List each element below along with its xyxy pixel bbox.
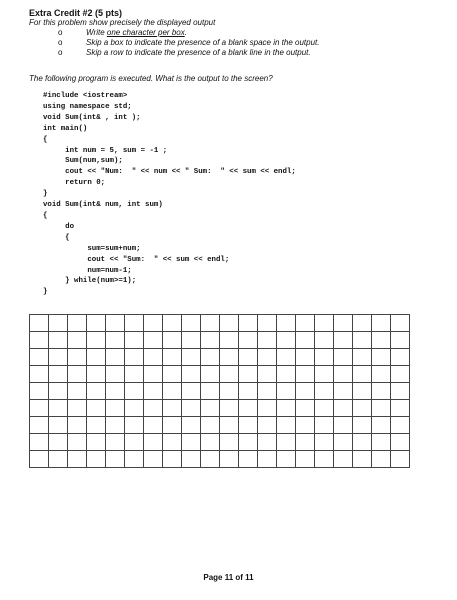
answer-box[interactable] xyxy=(87,349,106,366)
grid-row xyxy=(30,383,410,400)
answer-box[interactable] xyxy=(296,349,315,366)
answer-box[interactable] xyxy=(277,349,296,366)
answer-box[interactable] xyxy=(87,315,106,332)
answer-box[interactable] xyxy=(296,434,315,451)
answer-box[interactable] xyxy=(258,383,277,400)
code-listing xyxy=(43,91,296,298)
answer-box[interactable] xyxy=(391,417,410,434)
answer-box[interactable] xyxy=(106,383,125,400)
code-line: { xyxy=(65,233,70,242)
answer-box[interactable] xyxy=(125,383,144,400)
answer-box[interactable] xyxy=(334,349,353,366)
answer-box[interactable] xyxy=(334,383,353,400)
answer-box[interactable] xyxy=(68,451,87,468)
answer-box[interactable] xyxy=(353,349,372,366)
answer-box[interactable] xyxy=(353,332,372,349)
grid-row xyxy=(30,315,410,332)
answer-box[interactable] xyxy=(258,315,277,332)
answer-box[interactable] xyxy=(125,349,144,366)
grid-row xyxy=(30,451,410,468)
answer-box[interactable] xyxy=(372,400,391,417)
answer-box[interactable] xyxy=(87,400,106,417)
bullet-circle-icon: o xyxy=(58,38,63,47)
answer-box[interactable] xyxy=(68,434,87,451)
answer-box[interactable] xyxy=(144,349,163,366)
answer-box[interactable] xyxy=(87,417,106,434)
answer-grid xyxy=(29,314,410,468)
answer-box[interactable] xyxy=(353,451,372,468)
answer-box[interactable] xyxy=(296,417,315,434)
answer-box[interactable] xyxy=(182,383,201,400)
code-line: #include <iostream> xyxy=(43,92,128,100)
answer-box[interactable] xyxy=(163,417,182,434)
answer-box[interactable] xyxy=(391,383,410,400)
code-line: } xyxy=(43,288,48,297)
answer-box[interactable] xyxy=(277,332,296,349)
answer-box[interactable] xyxy=(258,400,277,417)
answer-box[interactable] xyxy=(144,383,163,400)
answer-box[interactable] xyxy=(334,315,353,332)
instruction-item: o Skip a row to indicate the presence of a blank line in the output. xyxy=(58,48,311,57)
answer-box[interactable] xyxy=(49,434,68,451)
code-line: int main() xyxy=(43,124,88,133)
answer-box[interactable] xyxy=(87,451,106,468)
answer-box[interactable] xyxy=(182,332,201,349)
instruction-list xyxy=(58,28,320,58)
answer-box[interactable] xyxy=(30,349,49,366)
answer-box[interactable] xyxy=(296,315,315,332)
answer-box[interactable] xyxy=(49,332,68,349)
answer-box[interactable] xyxy=(49,315,68,332)
answer-box[interactable] xyxy=(239,400,258,417)
answer-box[interactable] xyxy=(372,434,391,451)
answer-box[interactable] xyxy=(220,366,239,383)
answer-box[interactable] xyxy=(315,366,334,383)
answer-box[interactable] xyxy=(30,451,49,468)
answer-box[interactable] xyxy=(239,451,258,468)
answer-box[interactable] xyxy=(125,400,144,417)
answer-box[interactable] xyxy=(277,315,296,332)
answer-box[interactable] xyxy=(277,434,296,451)
code-line: sum=sum+num; xyxy=(87,244,141,253)
answer-box[interactable] xyxy=(163,451,182,468)
answer-box[interactable] xyxy=(163,332,182,349)
answer-box[interactable] xyxy=(258,366,277,383)
answer-box[interactable] xyxy=(68,417,87,434)
code-line: do xyxy=(65,222,75,231)
answer-box[interactable] xyxy=(144,366,163,383)
answer-box[interactable] xyxy=(144,417,163,434)
answer-box[interactable] xyxy=(68,349,87,366)
answer-box[interactable] xyxy=(182,451,201,468)
code-line: { xyxy=(43,135,48,144)
code-line: Sum(num,sum); xyxy=(65,157,123,166)
code-line: int num = 5, sum = -1 ; xyxy=(65,146,168,155)
grid-row xyxy=(30,417,410,434)
answer-box[interactable] xyxy=(182,315,201,332)
answer-box[interactable] xyxy=(353,366,372,383)
answer-box[interactable] xyxy=(163,315,182,332)
answer-box[interactable] xyxy=(391,349,410,366)
answer-box[interactable] xyxy=(296,366,315,383)
answer-box[interactable] xyxy=(201,349,220,366)
answer-box[interactable] xyxy=(201,383,220,400)
answer-box[interactable] xyxy=(30,366,49,383)
code-line: return 0; xyxy=(65,179,106,188)
answer-box[interactable] xyxy=(49,383,68,400)
answer-box[interactable] xyxy=(315,332,334,349)
grid-row xyxy=(30,400,410,417)
instruction-item: o Write one character per box. xyxy=(58,28,187,37)
answer-box[interactable] xyxy=(334,417,353,434)
answer-box[interactable] xyxy=(201,451,220,468)
answer-box[interactable] xyxy=(239,434,258,451)
code-line: cout << "Num: " << num << " Sum: " << sum << endl; xyxy=(65,168,296,177)
answer-box[interactable] xyxy=(201,315,220,332)
answer-box[interactable] xyxy=(106,451,125,468)
answer-box[interactable] xyxy=(30,383,49,400)
problem-instructions: For this problem show precisely the displayed output xyxy=(29,18,216,27)
answer-box[interactable] xyxy=(201,366,220,383)
answer-box[interactable] xyxy=(144,451,163,468)
answer-box[interactable] xyxy=(106,349,125,366)
answer-box[interactable] xyxy=(49,417,68,434)
answer-box[interactable] xyxy=(315,434,334,451)
code-line: num=num-1; xyxy=(87,266,132,275)
answer-box[interactable] xyxy=(30,400,49,417)
answer-box[interactable] xyxy=(315,315,334,332)
grid-row xyxy=(30,366,410,383)
answer-box[interactable] xyxy=(182,400,201,417)
answer-box[interactable] xyxy=(30,434,49,451)
answer-box[interactable] xyxy=(182,417,201,434)
code-line: } xyxy=(43,190,48,199)
answer-box[interactable] xyxy=(125,332,144,349)
answer-box[interactable] xyxy=(106,434,125,451)
answer-box[interactable] xyxy=(353,315,372,332)
answer-box[interactable] xyxy=(334,451,353,468)
answer-box[interactable] xyxy=(220,332,239,349)
answer-box[interactable] xyxy=(106,315,125,332)
answer-box[interactable] xyxy=(315,383,334,400)
answer-box[interactable] xyxy=(201,434,220,451)
code-line: void Sum(int& num, int sum) xyxy=(43,201,163,210)
answer-box[interactable] xyxy=(258,434,277,451)
answer-box[interactable] xyxy=(277,417,296,434)
answer-box[interactable] xyxy=(68,400,87,417)
answer-box[interactable] xyxy=(220,400,239,417)
answer-box[interactable] xyxy=(201,417,220,434)
answer-box[interactable] xyxy=(239,417,258,434)
answer-box[interactable] xyxy=(277,400,296,417)
answer-box[interactable] xyxy=(277,383,296,400)
answer-box[interactable] xyxy=(391,451,410,468)
answer-box[interactable] xyxy=(125,417,144,434)
answer-box[interactable] xyxy=(87,366,106,383)
answer-box[interactable] xyxy=(68,383,87,400)
answer-box[interactable] xyxy=(239,349,258,366)
answer-box[interactable] xyxy=(296,332,315,349)
answer-box[interactable] xyxy=(239,315,258,332)
answer-box[interactable] xyxy=(125,315,144,332)
answer-box[interactable] xyxy=(277,366,296,383)
answer-box[interactable] xyxy=(220,315,239,332)
answer-box[interactable] xyxy=(334,332,353,349)
answer-box[interactable] xyxy=(372,417,391,434)
code-line: } while(num>=1); xyxy=(65,277,137,286)
grid-row xyxy=(30,332,410,349)
answer-box[interactable] xyxy=(334,366,353,383)
answer-box[interactable] xyxy=(391,400,410,417)
code-line: void Sum(int& , int ); xyxy=(43,113,141,122)
answer-box[interactable] xyxy=(144,332,163,349)
answer-box[interactable] xyxy=(239,383,258,400)
answer-box[interactable] xyxy=(315,400,334,417)
answer-box[interactable] xyxy=(144,434,163,451)
answer-box[interactable] xyxy=(87,332,106,349)
problem-title: Extra Credit #2 (5 pts) xyxy=(29,8,123,18)
answer-box[interactable] xyxy=(144,400,163,417)
grid-row xyxy=(30,434,410,451)
underlined-phrase: one character per box xyxy=(106,28,185,37)
answer-box[interactable] xyxy=(49,366,68,383)
answer-box[interactable] xyxy=(296,451,315,468)
answer-box[interactable] xyxy=(30,332,49,349)
answer-box[interactable] xyxy=(220,451,239,468)
answer-box[interactable] xyxy=(296,400,315,417)
answer-box[interactable] xyxy=(220,417,239,434)
grid-row xyxy=(30,349,410,366)
answer-box[interactable] xyxy=(68,366,87,383)
answer-box[interactable] xyxy=(239,366,258,383)
answer-box[interactable] xyxy=(315,451,334,468)
answer-box[interactable] xyxy=(334,400,353,417)
answer-box[interactable] xyxy=(106,366,125,383)
answer-box[interactable] xyxy=(315,349,334,366)
answer-box[interactable] xyxy=(182,366,201,383)
answer-box[interactable] xyxy=(30,417,49,434)
answer-box[interactable] xyxy=(182,349,201,366)
answer-box[interactable] xyxy=(372,366,391,383)
answer-box[interactable] xyxy=(106,417,125,434)
answer-box[interactable] xyxy=(68,315,87,332)
answer-box[interactable] xyxy=(182,434,201,451)
answer-box[interactable] xyxy=(163,400,182,417)
answer-box[interactable] xyxy=(68,332,87,349)
answer-box[interactable] xyxy=(106,332,125,349)
answer-box[interactable] xyxy=(87,383,106,400)
answer-box[interactable] xyxy=(372,383,391,400)
instruction-item: o Skip a box to indicate the presence of a blank space in the output. xyxy=(58,38,320,47)
answer-box[interactable] xyxy=(258,332,277,349)
bullet-circle-icon: o xyxy=(58,28,63,37)
answer-box[interactable] xyxy=(315,417,334,434)
answer-box[interactable] xyxy=(258,451,277,468)
answer-box[interactable] xyxy=(30,315,49,332)
answer-box[interactable] xyxy=(258,417,277,434)
answer-box[interactable] xyxy=(391,366,410,383)
answer-box[interactable] xyxy=(372,315,391,332)
answer-box[interactable] xyxy=(125,451,144,468)
answer-box[interactable] xyxy=(391,434,410,451)
answer-box[interactable] xyxy=(49,349,68,366)
answer-box[interactable] xyxy=(106,400,125,417)
code-line: { xyxy=(43,211,48,220)
answer-box[interactable] xyxy=(353,434,372,451)
answer-box[interactable] xyxy=(125,366,144,383)
code-line: using namespace std; xyxy=(43,102,132,111)
answer-box[interactable] xyxy=(372,332,391,349)
answer-box[interactable] xyxy=(277,451,296,468)
question-text: The following program is executed. What is the output to the screen? xyxy=(29,74,273,83)
answer-box[interactable] xyxy=(372,451,391,468)
answer-box[interactable] xyxy=(258,349,277,366)
answer-box[interactable] xyxy=(353,417,372,434)
answer-box[interactable] xyxy=(201,332,220,349)
answer-box[interactable] xyxy=(372,349,391,366)
answer-box[interactable] xyxy=(353,400,372,417)
answer-box[interactable] xyxy=(334,434,353,451)
answer-box[interactable] xyxy=(163,434,182,451)
answer-box[interactable] xyxy=(353,383,372,400)
answer-box[interactable] xyxy=(239,332,258,349)
answer-box[interactable] xyxy=(220,434,239,451)
answer-box[interactable] xyxy=(163,349,182,366)
answer-box[interactable] xyxy=(391,315,410,332)
answer-box[interactable] xyxy=(163,366,182,383)
answer-box[interactable] xyxy=(49,451,68,468)
bullet-circle-icon: o xyxy=(58,48,63,57)
answer-box[interactable] xyxy=(163,383,182,400)
page-number: Page 11 of 11 xyxy=(203,573,254,582)
answer-box[interactable] xyxy=(201,400,220,417)
answer-box[interactable] xyxy=(296,383,315,400)
answer-box[interactable] xyxy=(87,434,106,451)
code-line: cout << "Sum: " << sum << endl; xyxy=(87,255,230,264)
answer-box[interactable] xyxy=(391,332,410,349)
answer-box[interactable] xyxy=(49,400,68,417)
answer-box[interactable] xyxy=(144,315,163,332)
answer-box[interactable] xyxy=(220,349,239,366)
answer-box[interactable] xyxy=(220,383,239,400)
answer-box[interactable] xyxy=(125,434,144,451)
